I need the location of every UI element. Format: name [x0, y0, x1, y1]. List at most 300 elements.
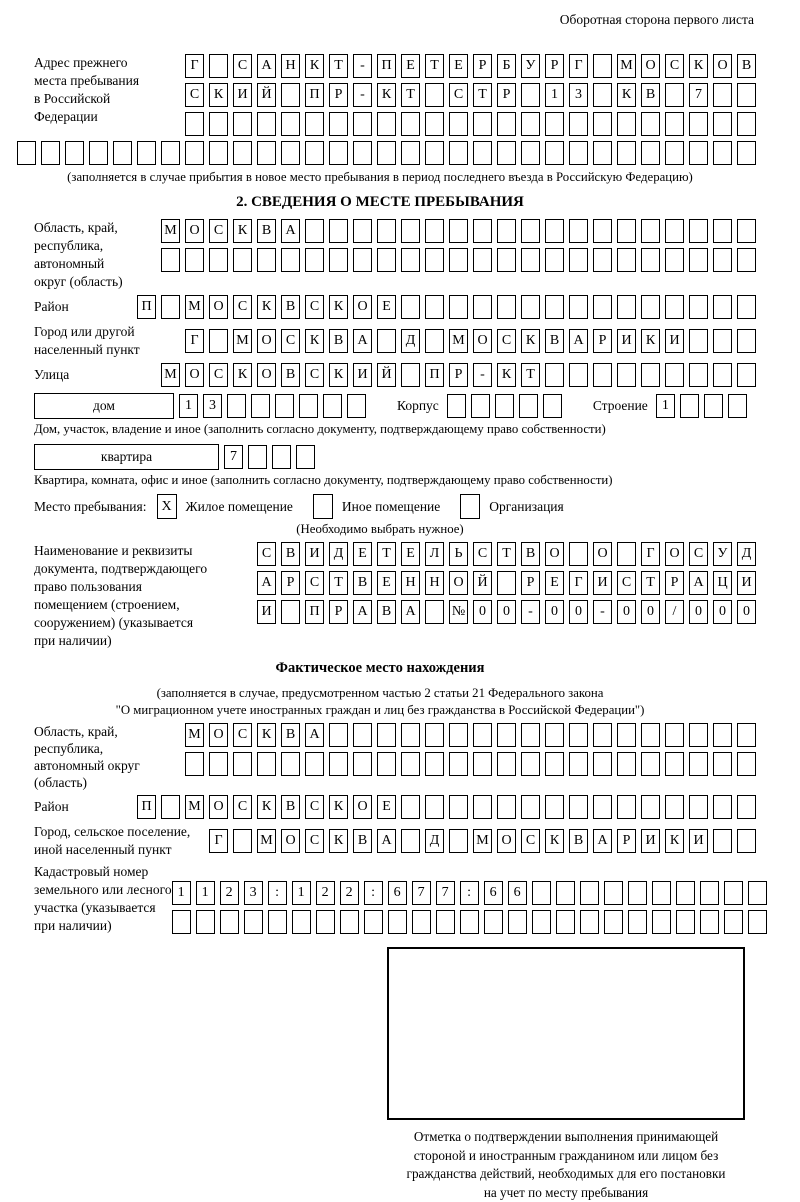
char-cell[interactable] [713, 295, 732, 319]
char-cell[interactable]: Т [377, 542, 396, 566]
char-cell[interactable]: А [593, 829, 612, 853]
char-cell[interactable]: А [377, 829, 396, 853]
char-cell[interactable] [545, 295, 564, 319]
char-cell[interactable]: 2 [220, 881, 239, 905]
char-cell[interactable]: 0 [545, 600, 564, 624]
char-cell[interactable] [227, 394, 246, 418]
char-cell[interactable]: С [305, 295, 324, 319]
char-cell[interactable] [388, 910, 407, 934]
char-cell[interactable] [689, 141, 708, 165]
char-cell[interactable] [641, 112, 660, 136]
char-cell[interactable]: 0 [713, 600, 732, 624]
char-cell[interactable]: Е [545, 571, 564, 595]
char-cell[interactable] [545, 752, 564, 776]
char-cell[interactable] [689, 723, 708, 747]
char-cell[interactable]: М [185, 723, 204, 747]
char-cell[interactable]: У [713, 542, 732, 566]
char-cell[interactable]: М [449, 329, 468, 353]
char-cell[interactable]: - [521, 600, 540, 624]
char-cell[interactable] [713, 723, 732, 747]
char-cell[interactable] [196, 910, 215, 934]
char-cell[interactable] [244, 910, 263, 934]
char-cell[interactable] [593, 752, 612, 776]
char-cell[interactable] [161, 141, 180, 165]
char-cell[interactable] [209, 112, 228, 136]
char-cell[interactable] [569, 248, 588, 272]
char-cell[interactable]: О [641, 54, 660, 78]
char-cell[interactable]: Т [401, 83, 420, 107]
char-cell[interactable] [737, 329, 756, 353]
char-cell[interactable] [665, 723, 684, 747]
char-cell[interactable]: К [665, 829, 684, 853]
char-cell[interactable] [580, 881, 599, 905]
char-cell[interactable] [377, 219, 396, 243]
char-cell[interactable]: С [305, 795, 324, 819]
char-cell[interactable] [641, 795, 660, 819]
char-cell[interactable]: О [473, 329, 492, 353]
char-cell[interactable]: В [281, 723, 300, 747]
char-cell[interactable]: К [329, 363, 348, 387]
char-cell[interactable] [532, 881, 551, 905]
char-cell[interactable]: И [617, 329, 636, 353]
char-cell[interactable] [305, 248, 324, 272]
char-cell[interactable] [704, 394, 723, 418]
char-cell[interactable] [425, 141, 444, 165]
char-cell[interactable] [689, 112, 708, 136]
char-cell[interactable]: 0 [497, 600, 516, 624]
char-cell[interactable] [340, 910, 359, 934]
char-cell[interactable] [665, 112, 684, 136]
char-cell[interactable]: П [425, 363, 444, 387]
char-cell[interactable] [689, 752, 708, 776]
char-cell[interactable] [556, 881, 575, 905]
char-cell[interactable]: 0 [617, 600, 636, 624]
char-cell[interactable] [377, 329, 396, 353]
char-cell[interactable]: : [268, 881, 287, 905]
char-cell[interactable] [220, 910, 239, 934]
char-cell[interactable]: А [353, 600, 372, 624]
char-cell[interactable] [545, 723, 564, 747]
char-cell[interactable] [569, 795, 588, 819]
char-cell[interactable] [209, 752, 228, 776]
char-cell[interactable] [161, 795, 180, 819]
char-cell[interactable] [296, 445, 315, 469]
char-cell[interactable]: 2 [340, 881, 359, 905]
char-cell[interactable] [449, 112, 468, 136]
char-cell[interactable]: С [185, 83, 204, 107]
char-cell[interactable]: Б [497, 54, 516, 78]
char-cell[interactable]: : [364, 881, 383, 905]
char-cell[interactable]: В [281, 295, 300, 319]
char-cell[interactable] [473, 112, 492, 136]
char-cell[interactable]: М [473, 829, 492, 853]
char-cell[interactable]: К [305, 329, 324, 353]
char-cell[interactable] [251, 394, 270, 418]
char-cell[interactable] [449, 829, 468, 853]
char-cell[interactable] [641, 723, 660, 747]
char-cell[interactable] [593, 54, 612, 78]
char-cell[interactable] [209, 329, 228, 353]
char-cell[interactable]: Р [449, 363, 468, 387]
checkbox-zhiloe-pomeshchenie[interactable]: X [157, 494, 177, 519]
char-cell[interactable] [569, 752, 588, 776]
char-cell[interactable] [257, 752, 276, 776]
char-cell[interactable] [680, 394, 699, 418]
char-cell[interactable] [737, 112, 756, 136]
char-cell[interactable] [17, 141, 36, 165]
char-cell[interactable] [665, 795, 684, 819]
char-cell[interactable]: С [497, 329, 516, 353]
char-cell[interactable] [323, 394, 342, 418]
char-cell[interactable] [617, 112, 636, 136]
char-cell[interactable] [292, 910, 311, 934]
char-cell[interactable] [593, 795, 612, 819]
char-cell[interactable]: В [521, 542, 540, 566]
char-cell[interactable]: К [545, 829, 564, 853]
char-cell[interactable] [665, 83, 684, 107]
char-cell[interactable] [713, 752, 732, 776]
char-cell[interactable] [377, 112, 396, 136]
char-cell[interactable] [233, 112, 252, 136]
char-cell[interactable]: 7 [689, 83, 708, 107]
char-cell[interactable] [545, 112, 564, 136]
char-cell[interactable] [257, 112, 276, 136]
char-cell[interactable]: Г [209, 829, 228, 853]
char-cell[interactable]: Р [473, 54, 492, 78]
char-cell[interactable] [425, 295, 444, 319]
char-cell[interactable]: С [233, 723, 252, 747]
char-cell[interactable] [676, 881, 695, 905]
char-cell[interactable] [521, 83, 540, 107]
char-cell[interactable]: Р [281, 571, 300, 595]
char-cell[interactable]: И [233, 83, 252, 107]
char-cell[interactable]: Е [377, 295, 396, 319]
char-cell[interactable] [604, 881, 623, 905]
char-cell[interactable] [580, 910, 599, 934]
char-cell[interactable]: Д [425, 829, 444, 853]
char-cell[interactable]: Е [353, 542, 372, 566]
char-cell[interactable]: Н [401, 571, 420, 595]
char-cell[interactable]: В [281, 363, 300, 387]
char-cell[interactable]: 7 [436, 881, 455, 905]
char-cell[interactable] [676, 910, 695, 934]
char-cell[interactable] [353, 219, 372, 243]
char-cell[interactable]: К [377, 83, 396, 107]
char-cell[interactable]: 3 [203, 394, 222, 418]
char-cell[interactable] [665, 752, 684, 776]
char-cell[interactable] [569, 112, 588, 136]
char-cell[interactable] [569, 363, 588, 387]
char-cell[interactable] [329, 752, 348, 776]
char-cell[interactable] [617, 295, 636, 319]
char-cell[interactable] [425, 329, 444, 353]
char-cell[interactable] [617, 248, 636, 272]
char-cell[interactable] [497, 752, 516, 776]
char-cell[interactable]: 1 [172, 881, 191, 905]
char-cell[interactable]: В [569, 829, 588, 853]
char-cell[interactable]: 1 [656, 394, 675, 418]
char-cell[interactable] [401, 752, 420, 776]
char-cell[interactable] [508, 910, 527, 934]
char-cell[interactable]: 1 [292, 881, 311, 905]
char-cell[interactable] [521, 141, 540, 165]
char-cell[interactable] [257, 141, 276, 165]
char-cell[interactable] [713, 141, 732, 165]
char-cell[interactable] [353, 723, 372, 747]
char-cell[interactable]: А [281, 219, 300, 243]
char-cell[interactable] [641, 141, 660, 165]
char-cell[interactable] [532, 910, 551, 934]
char-cell[interactable] [329, 248, 348, 272]
char-cell[interactable] [377, 752, 396, 776]
char-cell[interactable] [281, 752, 300, 776]
char-cell[interactable] [161, 248, 180, 272]
char-cell[interactable]: С [305, 829, 324, 853]
char-cell[interactable]: Т [329, 571, 348, 595]
char-cell[interactable] [593, 723, 612, 747]
char-cell[interactable] [737, 829, 756, 853]
char-cell[interactable]: 6 [388, 881, 407, 905]
char-cell[interactable]: С [521, 829, 540, 853]
char-cell[interactable] [545, 141, 564, 165]
char-cell[interactable]: В [545, 329, 564, 353]
char-cell[interactable] [305, 141, 324, 165]
char-cell[interactable]: Г [185, 329, 204, 353]
char-cell[interactable]: С [233, 54, 252, 78]
char-cell[interactable] [473, 295, 492, 319]
char-cell[interactable]: Г [569, 571, 588, 595]
char-cell[interactable]: Д [737, 542, 756, 566]
char-cell[interactable] [497, 248, 516, 272]
char-cell[interactable]: М [161, 363, 180, 387]
char-cell[interactable] [436, 910, 455, 934]
char-cell[interactable] [449, 141, 468, 165]
char-cell[interactable] [401, 112, 420, 136]
char-cell[interactable] [449, 295, 468, 319]
char-cell[interactable] [728, 394, 747, 418]
char-cell[interactable] [617, 795, 636, 819]
char-cell[interactable] [209, 54, 228, 78]
char-cell[interactable] [617, 723, 636, 747]
char-cell[interactable]: К [641, 329, 660, 353]
char-cell[interactable]: М [233, 329, 252, 353]
char-cell[interactable]: О [209, 295, 228, 319]
char-cell[interactable]: Р [329, 83, 348, 107]
char-cell[interactable]: К [233, 219, 252, 243]
char-cell[interactable] [401, 141, 420, 165]
char-cell[interactable] [617, 542, 636, 566]
checkbox-organizatsiya[interactable] [460, 494, 480, 519]
char-cell[interactable] [569, 141, 588, 165]
char-cell[interactable]: О [281, 829, 300, 853]
char-cell[interactable] [628, 910, 647, 934]
char-cell[interactable] [473, 141, 492, 165]
char-cell[interactable]: Е [449, 54, 468, 78]
char-cell[interactable] [377, 723, 396, 747]
char-cell[interactable]: О [257, 329, 276, 353]
char-cell[interactable] [700, 881, 719, 905]
char-cell[interactable]: С [209, 363, 228, 387]
char-cell[interactable] [425, 752, 444, 776]
char-cell[interactable] [449, 795, 468, 819]
char-cell[interactable] [425, 600, 444, 624]
char-cell[interactable]: О [209, 723, 228, 747]
char-cell[interactable] [689, 795, 708, 819]
char-cell[interactable] [233, 752, 252, 776]
char-cell[interactable]: 0 [641, 600, 660, 624]
char-cell[interactable]: 1 [545, 83, 564, 107]
char-cell[interactable] [484, 910, 503, 934]
char-cell[interactable] [748, 910, 767, 934]
char-cell[interactable]: И [257, 600, 276, 624]
char-cell[interactable] [713, 329, 732, 353]
char-cell[interactable]: 7 [224, 445, 243, 469]
char-cell[interactable]: 1 [179, 394, 198, 418]
char-cell[interactable]: Т [641, 571, 660, 595]
char-cell[interactable]: Г [569, 54, 588, 78]
char-cell[interactable] [473, 795, 492, 819]
char-cell[interactable] [665, 248, 684, 272]
char-cell[interactable] [161, 295, 180, 319]
char-cell[interactable]: Д [401, 329, 420, 353]
char-cell[interactable]: В [281, 542, 300, 566]
char-cell[interactable] [185, 112, 204, 136]
char-cell[interactable]: Р [329, 600, 348, 624]
char-cell[interactable]: Е [377, 571, 396, 595]
char-cell[interactable]: - [353, 54, 372, 78]
char-cell[interactable]: К [233, 363, 252, 387]
char-cell[interactable] [689, 329, 708, 353]
char-cell[interactable]: И [353, 363, 372, 387]
char-cell[interactable] [593, 112, 612, 136]
char-cell[interactable] [305, 752, 324, 776]
char-cell[interactable]: 7 [412, 881, 431, 905]
char-cell[interactable] [460, 910, 479, 934]
char-cell[interactable]: О [593, 542, 612, 566]
char-cell[interactable]: В [353, 571, 372, 595]
char-cell[interactable]: Р [617, 829, 636, 853]
char-cell[interactable] [281, 112, 300, 136]
char-cell[interactable] [617, 219, 636, 243]
char-cell[interactable] [353, 112, 372, 136]
char-cell[interactable]: С [665, 54, 684, 78]
char-cell[interactable]: В [257, 219, 276, 243]
char-cell[interactable] [521, 219, 540, 243]
char-cell[interactable]: 2 [316, 881, 335, 905]
char-cell[interactable] [412, 910, 431, 934]
char-cell[interactable] [281, 83, 300, 107]
char-cell[interactable] [713, 248, 732, 272]
char-cell[interactable] [737, 363, 756, 387]
char-cell[interactable]: О [209, 795, 228, 819]
char-cell[interactable]: О [185, 219, 204, 243]
char-cell[interactable] [299, 394, 318, 418]
char-cell[interactable]: В [329, 329, 348, 353]
char-cell[interactable] [233, 829, 252, 853]
char-cell[interactable] [377, 248, 396, 272]
char-cell[interactable]: М [161, 219, 180, 243]
char-cell[interactable]: О [713, 54, 732, 78]
char-cell[interactable] [641, 248, 660, 272]
char-cell[interactable]: С [281, 329, 300, 353]
char-cell[interactable]: С [257, 542, 276, 566]
char-cell[interactable] [401, 363, 420, 387]
char-cell[interactable]: О [497, 829, 516, 853]
char-cell[interactable] [209, 141, 228, 165]
char-cell[interactable] [401, 295, 420, 319]
char-cell[interactable]: И [641, 829, 660, 853]
char-cell[interactable] [641, 295, 660, 319]
char-cell[interactable] [329, 112, 348, 136]
char-cell[interactable]: С [473, 542, 492, 566]
char-cell[interactable]: - [593, 600, 612, 624]
char-cell[interactable] [737, 295, 756, 319]
char-cell[interactable] [185, 752, 204, 776]
char-cell[interactable]: Й [473, 571, 492, 595]
char-cell[interactable] [401, 795, 420, 819]
char-cell[interactable] [519, 394, 538, 418]
char-cell[interactable] [713, 829, 732, 853]
char-cell[interactable]: 3 [244, 881, 263, 905]
char-cell[interactable]: Н [425, 571, 444, 595]
char-cell[interactable]: Г [641, 542, 660, 566]
char-cell[interactable] [401, 829, 420, 853]
char-cell[interactable] [185, 141, 204, 165]
char-cell[interactable]: В [353, 829, 372, 853]
char-cell[interactable] [617, 363, 636, 387]
char-cell[interactable]: Й [257, 83, 276, 107]
char-cell[interactable]: А [689, 571, 708, 595]
char-cell[interactable]: А [569, 329, 588, 353]
char-cell[interactable] [713, 83, 732, 107]
char-cell[interactable] [737, 141, 756, 165]
char-cell[interactable] [281, 141, 300, 165]
char-cell[interactable] [497, 112, 516, 136]
char-cell[interactable] [447, 394, 466, 418]
char-cell[interactable] [305, 112, 324, 136]
char-cell[interactable]: С [689, 542, 708, 566]
char-cell[interactable]: К [329, 795, 348, 819]
char-cell[interactable] [473, 752, 492, 776]
char-cell[interactable]: Т [521, 363, 540, 387]
char-cell[interactable] [593, 219, 612, 243]
char-cell[interactable] [545, 219, 564, 243]
char-cell[interactable] [425, 248, 444, 272]
char-cell[interactable]: О [545, 542, 564, 566]
char-cell[interactable]: М [617, 54, 636, 78]
char-cell[interactable]: А [353, 329, 372, 353]
char-cell[interactable]: В [281, 795, 300, 819]
char-cell[interactable] [425, 219, 444, 243]
char-cell[interactable] [700, 910, 719, 934]
char-cell[interactable] [724, 881, 743, 905]
char-cell[interactable] [425, 795, 444, 819]
char-cell[interactable]: С [449, 83, 468, 107]
char-cell[interactable]: Т [473, 83, 492, 107]
char-cell[interactable] [172, 910, 191, 934]
char-cell[interactable] [281, 600, 300, 624]
char-cell[interactable] [665, 141, 684, 165]
char-cell[interactable] [185, 248, 204, 272]
char-cell[interactable]: 1 [196, 881, 215, 905]
char-cell[interactable]: Т [329, 54, 348, 78]
char-cell[interactable]: А [401, 600, 420, 624]
char-cell[interactable] [593, 295, 612, 319]
char-cell[interactable] [556, 910, 575, 934]
char-cell[interactable] [748, 881, 767, 905]
char-cell[interactable]: В [737, 54, 756, 78]
char-cell[interactable]: Т [425, 54, 444, 78]
